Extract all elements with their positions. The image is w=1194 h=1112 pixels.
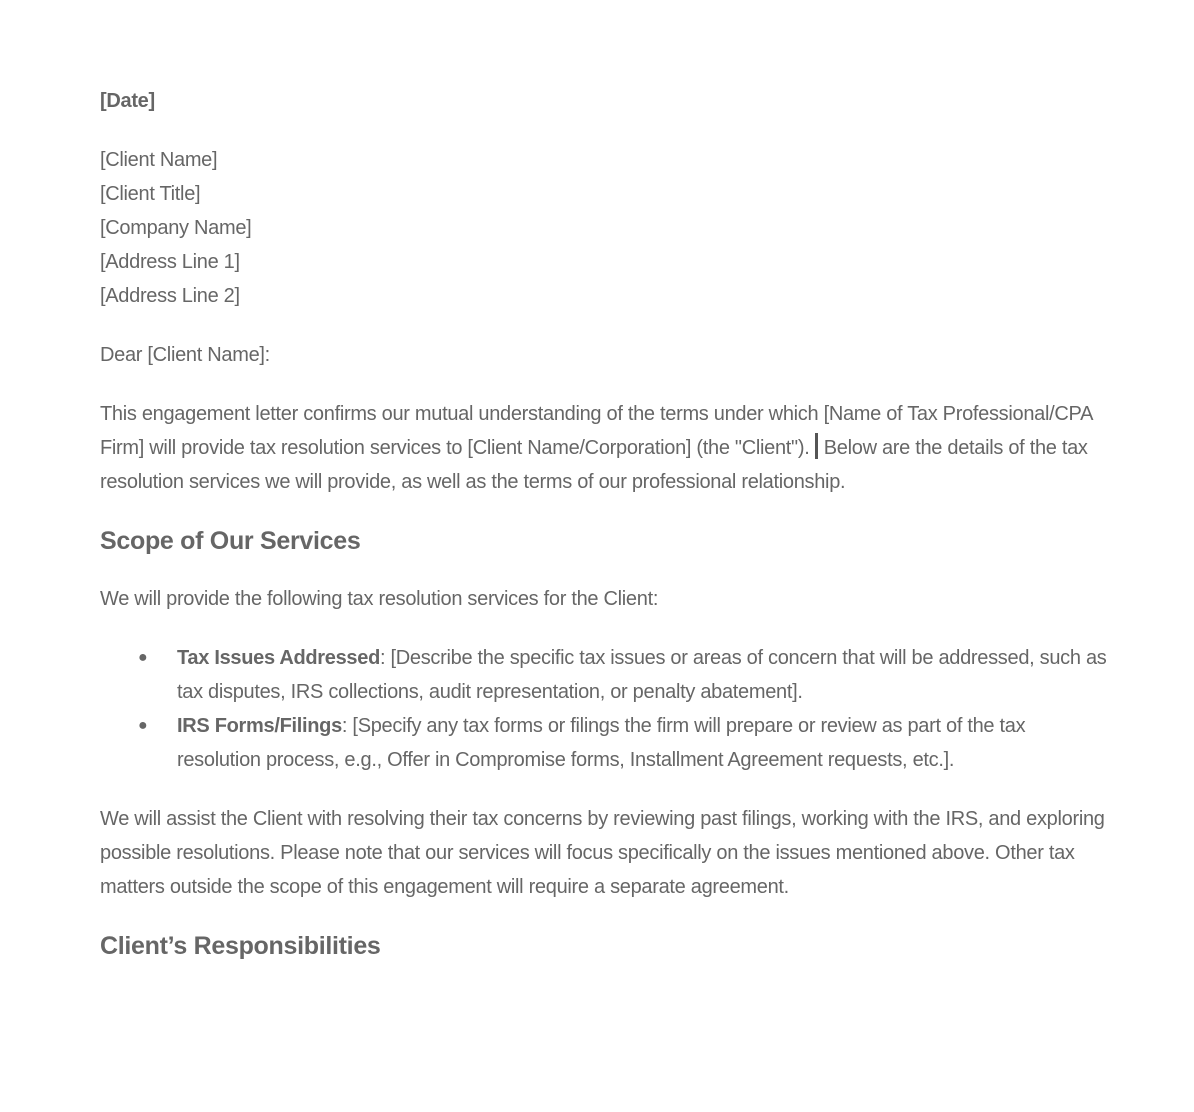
list-item	[138, 709, 1110, 777]
client-title: [Client Title]	[100, 183, 201, 205]
scope-closing: We will assist the Client with resolving their tax concerns by reviewing past filings, working with the IRS, and exploring possible resolutions. Please note that our services will focus specifically on the issues mentioned above. Other tax matters outside the scope of this engagement will require a separate agreement.	[100, 808, 1105, 898]
bullet-text: : [Describe the specific tax issues or areas of concern that will be addressed, such as tax disputes, IRS collections, audit representation, or penalty abatement].	[177, 647, 1107, 703]
intro-paragraph	[100, 397, 1110, 499]
recipient-address	[100, 143, 1110, 313]
salutation: Dear [Client Name]:	[100, 344, 270, 366]
scope-intro: We will provide the following tax resolution services for the Client:	[100, 588, 659, 610]
bullet-term: Tax Issues Addressed	[177, 647, 380, 669]
responsibilities-heading: Client’s Responsibilities	[100, 932, 381, 960]
intro-text: This engagement letter confirms our mutual understanding of the terms under which [Name of Tax Professional/CPA Firm] will provide tax resolution services to [Client Name/Corporation] (the "Client").	[100, 403, 1093, 459]
client-name: [Client Name]	[100, 149, 218, 171]
bullet-icon: ●	[138, 649, 148, 666]
text-cursor	[815, 433, 818, 459]
services-list	[100, 641, 1110, 777]
list-item	[138, 641, 1110, 709]
address-line-2: [Address Line 2]	[100, 285, 240, 307]
bullet-icon: ●	[138, 717, 148, 734]
document-page[interactable]	[100, 84, 1110, 987]
bullet-term: IRS Forms/Filings	[177, 715, 342, 737]
scope-heading: Scope of Our Services	[100, 527, 361, 555]
bullet-text: : [Specify any tax forms or filings the firm will prepare or review as part of the tax resolution process, e.g., Offer in Compromise forms, Installment Agreement requests, etc.].	[177, 715, 1026, 771]
address-line-1: [Address Line 1]	[100, 251, 240, 273]
company-name: [Company Name]	[100, 217, 252, 239]
intro-continued: Below are the details of the tax resolution services we will provide, as well as the terms of our professional relationship.	[100, 437, 1088, 493]
date-field: [Date]	[100, 90, 155, 112]
